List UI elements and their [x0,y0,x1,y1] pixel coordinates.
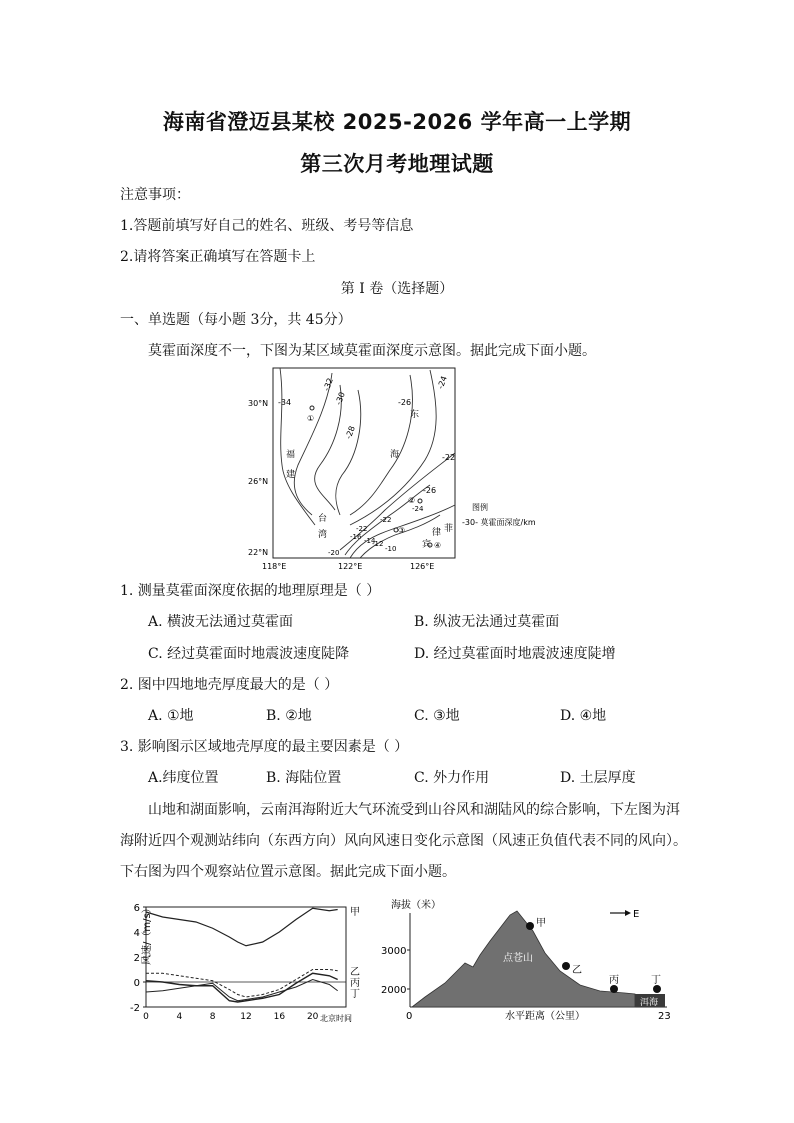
lake-label: 洱海 [640,998,659,1008]
station-marker [562,962,570,970]
place-label: 宾 [422,540,432,550]
part1-heading: 一、单选题（每小题 3分，共 45分） [120,312,352,328]
notice-heading: 注意事项： [120,187,190,203]
station-label: 乙 [572,965,582,976]
contour-label: -24 [435,374,449,391]
profile-xtick-23: 23 [658,1011,671,1022]
doc-title-line1: 海南省澄迈县某校 2025-2026 学年高一上学期 [162,110,632,134]
mountain-label: 点苍山 [503,953,533,964]
point-3: ③ [398,526,406,535]
section-title: 第 I 卷（选择题） [340,281,454,297]
question-1-option-b[interactable]: B. 纵波无法通过莫霍面 [414,614,560,630]
contour-label: -14 [364,537,376,545]
wind-ylabel: 风速/（m/s） [142,903,153,965]
wind-ytick-label: 4 [133,928,140,939]
wind-series-name: 丁 [350,989,360,1000]
contour-label: -34 [278,398,292,407]
station-label: 丙 [609,975,619,986]
question-1-option-d[interactable]: D. 经过莫霍面时地震波速度陡增 [414,646,616,662]
station-label: 甲 [536,918,546,929]
question-1-option-a[interactable]: A. 横波无法通过莫霍面 [148,614,294,630]
place-label: 海 [390,450,400,460]
place-label: 建 [286,470,296,480]
place-label: 菲 [444,524,454,534]
contour-label: -22 [442,453,456,462]
contour-label: -10 [385,545,397,553]
contour-label: -22 [380,516,392,524]
wind-speed-chart [110,895,370,1030]
lon-label-126: 126°E [410,562,435,571]
station-profile-chart [381,893,685,1028]
question-1-stem: 1. 测量莫霍面深度依据的地理原理是（ ） [120,583,381,599]
notice-item-2: 2.请将答案正确填写在答题卡上 [120,249,316,265]
passage2-line-2: 海附近四个观测站纬向（东西方向）风向风速日变化示意图（风速正负值代表不同的风向）。 [120,833,687,849]
contour-label: -12 [372,540,384,548]
profile-xlabel: 水平距离（公里） [505,1011,585,1022]
question-3-option-d[interactable]: D. 土层厚度 [560,770,636,786]
question-2-option-b[interactable]: B. ②地 [266,708,312,724]
contour-label: -16 [350,533,362,541]
question-2-option-c[interactable]: C. ③地 [414,708,460,724]
contour-label: -32 [321,376,335,393]
point-1: ① [307,414,315,423]
wind-ytick-label: -2 [130,1003,140,1014]
wind-ytick-label: 2 [133,953,140,964]
wind-xtick-label: 0 [143,1012,149,1022]
point-4: ④ [434,541,442,550]
passage2-line-1: 山地和湖面影响，云南洱海附近大气环流受到山谷风和湖陆风的综合影响，下左图为洱 [148,802,680,818]
direction-label: E [633,909,640,920]
wind-xtick-label: 12 [240,1012,252,1022]
question-2-option-a[interactable]: A. ①地 [148,708,194,724]
moho-depth-map [240,365,580,575]
wind-ytick-label: 6 [133,903,140,914]
contour-label: -24 [412,505,424,513]
question-1-option-c[interactable]: C. 经过莫霍面时地震波速度陡降 [148,646,350,662]
question-3-option-a[interactable]: A.纬度位置 [148,770,219,786]
legend-title: 图例 [472,503,488,512]
legend-item: -30- 莫霍面深度/km [462,518,536,527]
wind-ytick-label: 0 [133,978,140,989]
wind-series-name: 甲 [350,907,360,918]
contour-label: -30 [333,390,347,407]
wind-series-name: 乙 [350,967,360,978]
lat-label-26: 26°N [248,477,269,486]
wind-xtick-label: 20 [306,1012,319,1022]
wind-series-name: 丙 [350,978,360,989]
wind-series-line [146,980,338,1001]
wind-xlabel: 北京时间 [320,1014,352,1023]
place-label: 台 [318,514,328,524]
question-2-stem: 2. 图中四地地壳厚度最大的是（ ） [120,677,339,693]
point-2: ② [408,496,416,505]
profile-ytick-2000: 2000 [381,985,407,996]
station-marker [526,922,534,930]
lon-label-122: 122°E [338,562,363,571]
question-2-option-d[interactable]: D. ④地 [560,708,607,724]
contour-label: -22 [356,525,368,533]
question-3-stem: 3. 影响图示区域地壳厚度的最主要因素是（ ） [120,739,409,755]
part1-intro: 莫霍面深度不一，下图为某区域莫霍面深度示意图。据此完成下面小题。 [148,343,596,359]
place-label: 福 [286,450,296,460]
wind-series-line [146,973,338,1002]
contour-label: -26 [398,398,412,407]
passage2-line-3: 下右图为四个观察站位置示意图。据此完成下面小题。 [120,864,456,880]
doc-title-line2: 第三次月考地理试题 [300,152,494,176]
question-3-option-b[interactable]: B. 海陆位置 [266,770,342,786]
wind-xtick-label: 4 [176,1012,183,1022]
station-marker [610,985,618,993]
contour-label: -26 [423,486,437,495]
profile-ytick-3000: 3000 [381,946,407,957]
station-label: 丁 [651,975,661,986]
contour-label: -28 [343,424,357,441]
contour-label: -20 [328,549,340,557]
lon-label-118: 118°E [262,562,287,571]
wind-xtick-label: 8 [209,1012,216,1022]
wind-xtick-label: 16 [273,1012,286,1022]
profile-ylabel: 海拔（米） [391,900,441,911]
place-label: 东 [410,410,420,420]
question-3-option-c[interactable]: C. 外力作用 [414,770,490,786]
wind-series-line [146,908,338,946]
lat-label-22: 22°N [248,548,269,557]
notice-item-1: 1.答题前填写好自己的姓名、班级、考号等信息 [120,218,414,234]
place-label: 律 [432,528,442,538]
station-marker [653,985,661,993]
place-label: 湾 [318,530,328,540]
profile-xtick-0: 0 [406,1011,413,1022]
lat-label-30: 30°N [248,399,269,408]
